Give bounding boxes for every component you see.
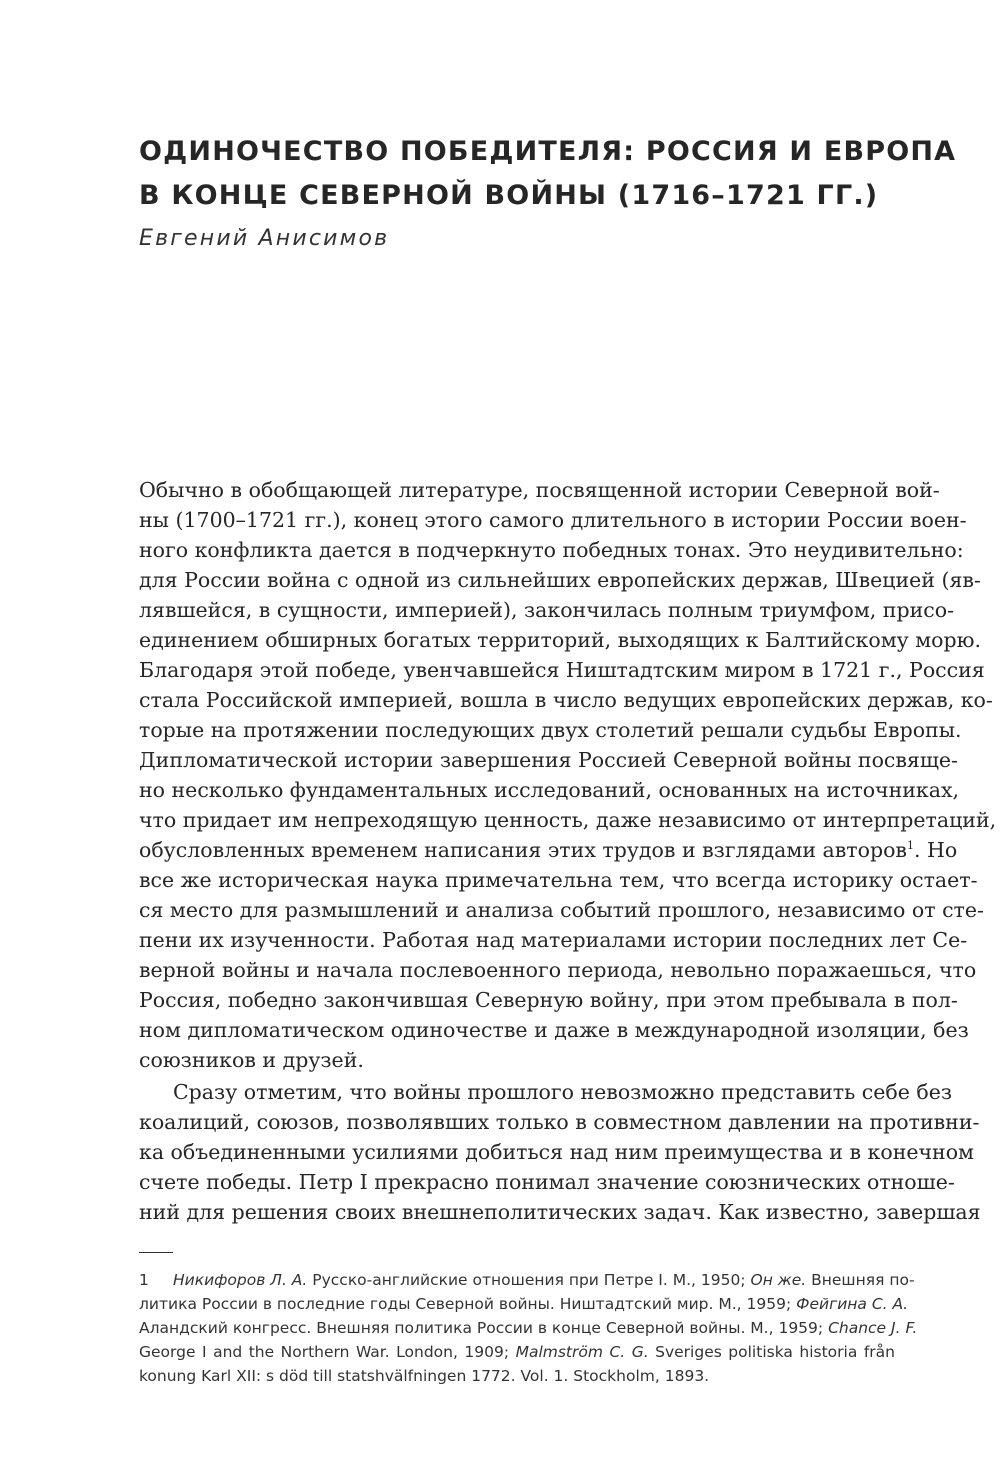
text-line: для России война с одной из сильнейших европейских держав, Швецией (яв- <box>139 568 981 592</box>
footnote <box>139 1268 918 1388</box>
footnote-number: 1 <box>139 1271 149 1289</box>
footnote-author: Никифоров Л. А. <box>173 1271 308 1289</box>
footnote-segment: литика России в последние годы Северной войны. Ништадтский мир. М., 1959; <box>139 1295 797 1313</box>
author-name: Евгений Анисимов <box>139 226 390 251</box>
footnote-segment: Русско-английские отношения при Петре I. М., 1950; <box>307 1271 751 1289</box>
text-line: Сразу отметим, что войны прошлого невозможно представить себе без <box>173 1080 953 1104</box>
footnote-segment: Sveriges politiska historia från <box>648 1343 895 1361</box>
text-line: единением обширных богатых территорий, выходящих к Балтийскому морю. <box>139 628 982 652</box>
text-line: ного конфликта дается в подчеркнуто победных тонах. Это неудивительно: <box>139 538 964 562</box>
text-line: ка объединенными усилиями добиться над ним преимущества и в конечном <box>139 1140 974 1164</box>
text-line: пени их изученности. Работая над материалами истории последних лет Се- <box>139 928 968 952</box>
paragraph-1 <box>139 475 997 1075</box>
text-line: торые на протяжении последующих двух столетий решали судьбы Европы. <box>139 718 962 742</box>
text-line: ся место для размышлений и анализа событий прошлого, независимо от сте- <box>139 898 984 922</box>
footnote-line <box>139 1292 909 1316</box>
text-line: Россия, победно закончившая Северную войну, при этом пребывала в пол- <box>139 988 958 1012</box>
footnote-segment: Аландский конгресс. Внешняя политика России в конце Северной войны. М., 1959; <box>139 1319 829 1337</box>
paragraph-2 <box>139 1077 981 1227</box>
text-line: лявшейся, в сущности, империей), закончилась полным триумфом, присо- <box>139 598 955 622</box>
text-line: что придает им непреходящую ценность, даже независимо от интерпретаций, <box>139 808 997 832</box>
text-line: стала Российской империей, вошла в число ведущих европейских держав, ко- <box>139 688 993 712</box>
body-text <box>139 475 997 1227</box>
text-line: все же историческая наука примечательна тем, что всегда историку остает- <box>139 868 978 892</box>
text-line: но несколько фундаментальных исследований, основанных на источниках, <box>139 778 960 802</box>
text-line: коалиций, союзов, позволявших только в совместном давлении на противни- <box>139 1110 980 1134</box>
footnote-divider <box>139 1252 173 1253</box>
text-segment: . Но <box>913 838 958 862</box>
footnote-reference[interactable]: 1 <box>906 839 914 852</box>
footnote-line: konung Karl XII: s död till statshvälfningen 1772. Vol. 1. Stockholm, 1893. <box>139 1367 710 1385</box>
footnote-segment: Внешняя по- <box>806 1271 915 1289</box>
footnote-author: Chance J. F. <box>828 1319 918 1337</box>
footnote-author: Он же. <box>750 1271 807 1289</box>
footnote-line <box>173 1268 915 1292</box>
chapter-title <box>139 130 957 218</box>
text-line: ны (1700–1721 гг.), конец этого самого длительного в истории России воен- <box>139 508 967 532</box>
footnote-line <box>139 1316 918 1340</box>
text-line: ний для решения своих внешнеполитических задач. Как известно, завершая <box>139 1200 981 1224</box>
footnote-segment: George I and the Northern War. London, 1909; <box>139 1343 516 1361</box>
text-line: Дипломатической истории завершения Россией Северной войны посвяще- <box>139 748 958 772</box>
footnote-text <box>139 1268 918 1388</box>
footnote-line <box>139 1340 895 1364</box>
text-line: Обычно в обобщающей литературе, посвященной истории Северной вой- <box>139 478 940 502</box>
footnote-author: Фейгина С. А. <box>796 1295 909 1313</box>
text-line: союзников и друзей. <box>139 1048 364 1072</box>
footnote-author: Malmström C. G. <box>515 1343 649 1361</box>
chapter-title-line: ОДИНОЧЕСТВО ПОБЕДИТЕЛЯ: РОССИЯ И ЕВРОПА <box>139 136 957 167</box>
text-line-with-footnote <box>139 835 958 865</box>
text-line: ном дипломатическом одиночестве и даже в международной изоляции, без <box>139 1018 969 1042</box>
text-line: Благодаря этой победе, увенчавшейся Ништадтским миром в 1721 г., Россия <box>139 658 985 682</box>
text-line: счете победы. Петр I прекрасно понимал значение союзнических отноше- <box>139 1170 955 1194</box>
text-line: верной войны и начала послевоенного периода, невольно поражаешься, что <box>139 958 977 982</box>
chapter-title-line: В КОНЦЕ СЕВЕРНОЙ ВОЙНЫ (1716–1721 ГГ.) <box>139 180 879 211</box>
text-segment: обусловленных временем написания этих трудов и взглядами авторов <box>139 838 907 862</box>
